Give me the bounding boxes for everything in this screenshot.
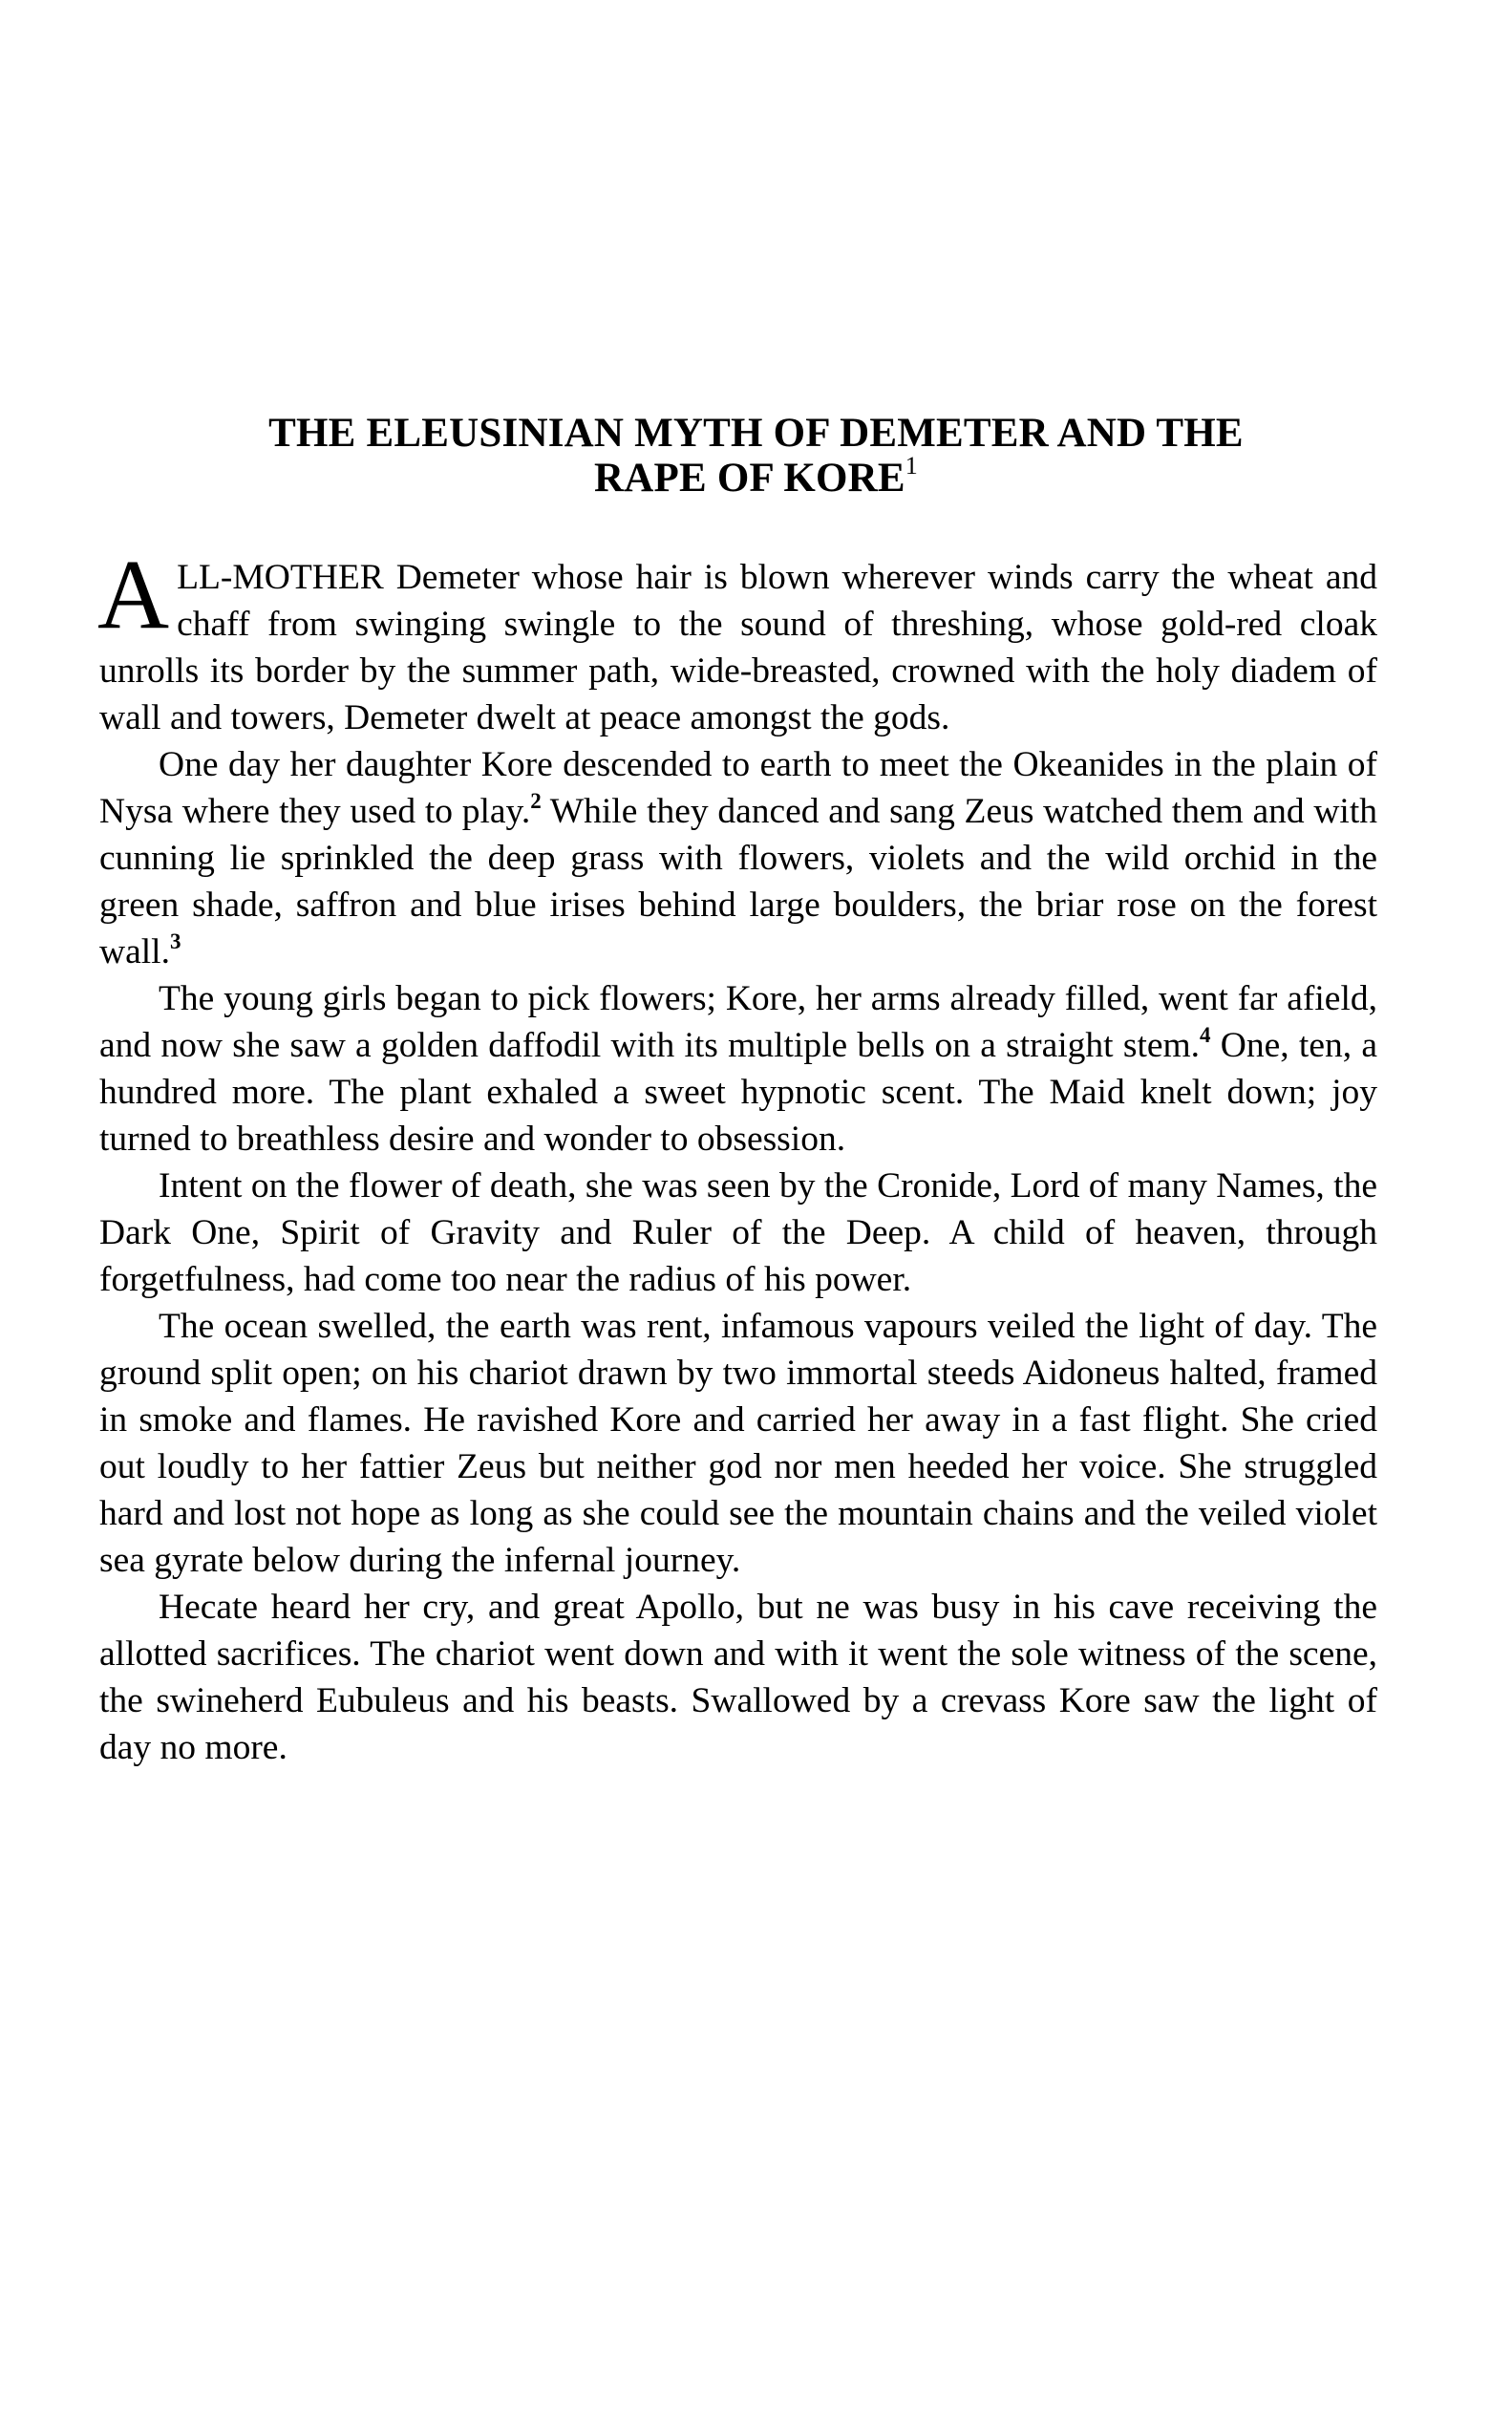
footnote-marker: 1: [905, 452, 918, 480]
drop-cap: A: [97, 540, 170, 650]
chapter-title-line-1: THE ELEUSINIAN MYTH OF DEMETER AND THE: [268, 411, 1244, 456]
paragraph-text: One, ten, a hundred more. The plant exhaled a sweet hypnotic scent. The Maid knelt down; joy turned to breathless desire and wonder to obsession.: [99, 1026, 1377, 1159]
chapter-title-text: RAPE OF KORE: [594, 456, 905, 501]
paragraph-text: The ocean swelled, the earth was rent, infamous vapours veiled the light of day. The ground split open; on his chariot drawn by two immortal steeds Aidoneus halted, framed in smoke and flames. He ravished Kore and carried her away in a fast flight. She cried out loudly to her fattier Zeus but neither god nor men heeded her voice. She struggled hard and lost not hope as long as she could see the mountain chains and the veiled violet sea gyrate below during the infernal journey.: [99, 1307, 1377, 1580]
paragraph-4: [99, 1163, 1377, 1303]
paragraph-text: One day her daughter Kore descended to earth to meet the Okeanides in the plain of Nysa where they used to play.: [99, 745, 1377, 831]
footnote-marker: 3: [169, 929, 181, 953]
paragraph-3: [99, 975, 1377, 1163]
paragraph-text: LL-MOTHER Demeter whose hair is blown wherever winds carry the wheat and chaff from swinging swingle to the sound of threshing, whose gold-red cloak unrolls its border by the summer path, wide-breasted, crowned with the holy diadem of wall and towers, Demeter dwelt at peace amongst the gods.: [99, 558, 1377, 737]
paragraph-text: Hecate heard her cry, and great Apollo, but ne was busy in his cave receiving the allotted sacrifices. The chariot went down and with it went the sole witness of the scene, the swineherd Eubuleus and his beasts. Swallowed by a crevass Kore saw the light of day no more.: [99, 1588, 1377, 1767]
paragraph-6: [99, 1584, 1377, 1771]
paragraph-text: The young girls began to pick flowers; Kore, her arms already filled, went far afield, and now she saw a golden daffodil with its multiple bells on a straight stem.: [99, 979, 1377, 1065]
paragraph-1: [97, 540, 1377, 741]
chapter-title-line-2: [96, 452, 1416, 501]
paragraph-2: [99, 741, 1377, 975]
chapter-title: [96, 411, 1416, 501]
footnote-marker: 2: [530, 789, 542, 813]
footnote-marker: 4: [1200, 1023, 1211, 1047]
body-text: [97, 540, 1377, 1771]
paragraph-5: [99, 1303, 1377, 1584]
paragraph-text: Intent on the flower of death, she was seen by the Cronide, Lord of many Names, the Dark One, Spirit of Gravity and Ruler of the Deep. A child of heaven, through forgetfulness, had come too near the radius of his power.: [99, 1166, 1377, 1299]
paragraph-text: While they danced and sang Zeus watched them and with cunning lie sprinkled the deep grass with flowers, violets and the wild orchid in the green shade, saffron and blue irises behind large boulders, the briar rose on the forest wall.: [99, 792, 1377, 971]
